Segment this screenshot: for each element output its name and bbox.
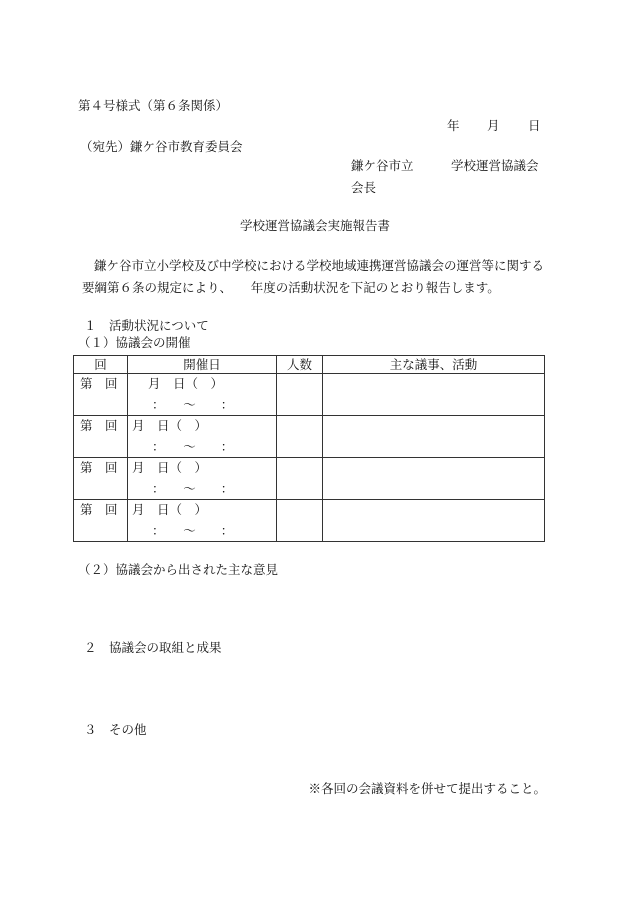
table-row [74,374,545,416]
submission-note: ※各回の会議資料を併せて提出すること。 [308,781,546,796]
header-date: 開催日 [128,356,277,374]
date-cell [128,500,277,542]
round-cell: 第 回 [74,374,128,416]
table-row [74,500,545,542]
time-range: ： ～ ： [152,397,234,412]
date-month-day: 月 日（ ） [132,418,208,433]
round-cell: 第 回 [74,500,128,542]
form-number: 第４号様式（第６条関係） [78,98,229,113]
round-cell: 第 回 [74,458,128,500]
table-header-row [74,356,545,374]
date-month-day: 月 日（ ） [132,502,208,517]
round-cell: 第 回 [74,416,128,458]
year-label: 年 [447,118,460,133]
activities-cell [323,374,545,416]
people-cell [277,416,323,458]
month-label: 月 [487,118,500,133]
intro-paragraph: 鎌ケ谷市立小学校及び中学校における学校地域連携運営協議会の運営等に関する要綱第６条の規定により、 年度の活動状況を下記のとおり報告します。 [82,258,545,295]
date-month-day: 月 日（ ） [148,376,224,391]
sender-chair: 会長 [351,180,377,195]
day-label: 日 [528,118,541,133]
activities-cell [323,500,545,542]
date-month-day: 月 日（ ） [132,460,208,475]
meetings-table [73,355,545,542]
section3-heading: ３ その他 [84,722,147,737]
table-row [74,458,545,500]
time-range: ： ～ ： [152,481,234,496]
header-round: 回 [74,356,128,374]
date-cell [128,416,277,458]
section1-sub1-heading: （１）協議会の開催 [78,335,191,350]
activities-cell [323,458,545,500]
sender-organization: 鎌ケ谷市立 学校運営協議会 [351,158,539,173]
header-activities: 主な議事、活動 [323,356,545,374]
date-cell [128,458,277,500]
document-title: 学校運営協議会実施報告書 [239,218,390,233]
section2-heading: ２ 協議会の取組と成果 [84,640,222,655]
addressee: （宛先）鎌ケ谷市教育委員会 [80,139,243,154]
section1-sub2-heading: （２）協議会から出された主な意見 [78,562,279,577]
time-range: ： ～ ： [152,523,234,538]
header-people: 人数 [277,356,323,374]
table-row [74,416,545,458]
people-cell [277,500,323,542]
activities-cell [323,416,545,458]
time-range: ： ～ ： [152,439,234,454]
people-cell [277,458,323,500]
section1-heading: １ 活動状況について [84,318,209,333]
people-cell [277,374,323,416]
date-cell [128,374,277,416]
